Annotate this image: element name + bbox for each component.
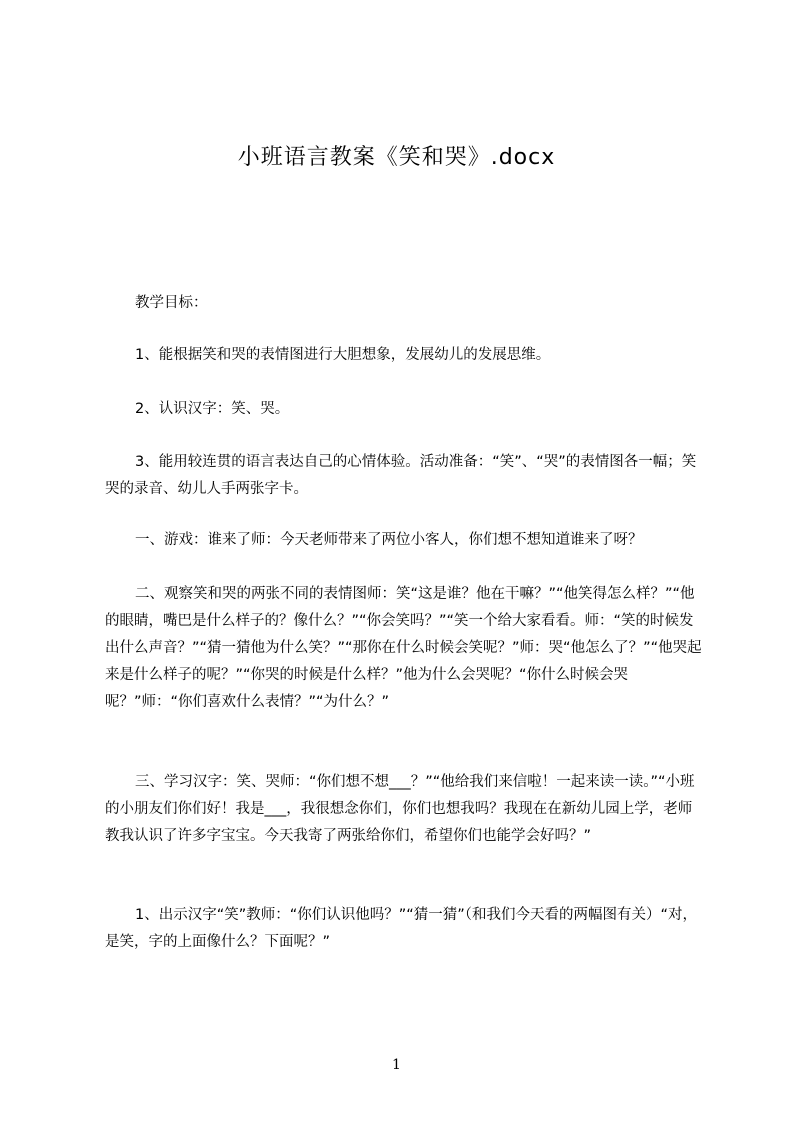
document-title: 小班语言教案《笑和哭》.docx: [237, 145, 556, 170]
paragraph-step-3-1-show-character: 1、出示汉字“笑”教师：“你们认识他吗？”“猜一猜”（和我们今天看的两幅图有关）“对，是笑，字的上面像什么？下面呢？”: [105, 907, 698, 950]
paragraph-step-2-observe: 二、观察笑和哭的两张不同的表情图师：笑“这是谁？他在干嘛？”“他笑得怎么样？”“他的眼睛，嘴巴是什么样子的？像什么？”“你会笑吗？”“笑一个给大家看看。师：“笑的时候发出什么声音？”“猜一猜他为什么笑？”“那你在什么时候会笑呢？”师：哭“他怎么了？”“他哭起来是什么样子的呢？”“你哭的时候是什么样？”他为什么会哭呢？“你什么时候会哭呢？”师：“你们喜欢什么表情？”“为什么？”: [105, 586, 702, 710]
paragraph-step-1-game: 一、游戏：谁来了师：今天老师带来了两位小客人，你们想不想知道谁来了呀？: [135, 532, 643, 548]
paragraph-objective-3-preparation: 3、能用较连贯的语言表达自己的心情体验。活动准备：“笑”、“哭”的表情图各一幅；笑哭的录音、幼儿人手两张字卡。: [105, 454, 697, 497]
paragraph-objective-1: 1、能根据笑和哭的表情图进行大胆想象，发展幼儿的发展思维。: [135, 347, 551, 363]
paragraph-objectives-heading: 教学目标：: [135, 295, 208, 311]
paragraph-objective-2: 2、认识汉字：笑、哭。: [135, 401, 290, 417]
paragraph-step-3-learn-characters: 三、学习汉字：笑、哭师：“你们想不想___？”“他给我们来信啦！一起来读一读。”“小班的小朋友们你们好！我是___，我很想念你们，你们也想我吗？我现在在新幼儿园上学，老师教我认识了许多字宝宝。今天我寄了两张给你们，希望你们也能学会好吗？”: [105, 774, 695, 844]
page-number: 1: [392, 1057, 401, 1073]
